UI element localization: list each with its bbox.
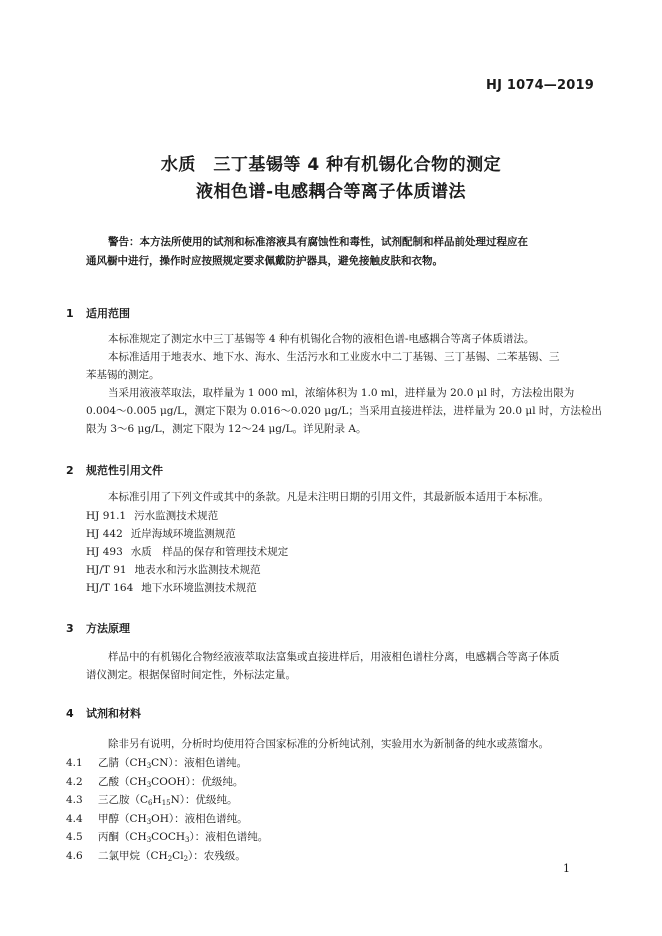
material-text: 乙酸（CH	[98, 775, 147, 788]
reference-code: HJ/T 91	[86, 564, 127, 576]
reference-list	[86, 507, 566, 597]
s2-intro-text: 本标准引用了下列文件或其中的条款。凡是未注明日期的引用文件，其最新版本适用于本标准。	[108, 491, 549, 503]
s1-paragraph-2-line-2: 苯基锡的测定。	[86, 369, 160, 381]
material-text: Cl	[172, 849, 184, 862]
section-4-title: 试剂和材料	[86, 707, 141, 720]
section-4-number: 4	[66, 707, 74, 720]
reference-item	[86, 561, 566, 579]
material-text: ）：农残级。	[188, 849, 246, 862]
material-text: COOH）：优级纯。	[151, 775, 244, 788]
section-3-title: 方法原理	[86, 622, 130, 635]
s1-paragraph-3-line-3: 限为 3～6 μg/L，测定下限为 12～24 μg/L。详见附录 A。	[86, 423, 367, 435]
reference-code: HJ 91.1	[86, 510, 127, 522]
reference-item	[86, 525, 566, 543]
material-text: N）：优级纯。	[170, 794, 238, 806]
subscript: 3	[146, 817, 152, 826]
page-number: 1	[563, 862, 570, 875]
section-2-title: 规范性引用文件	[86, 464, 163, 477]
section-2-number: 2	[66, 464, 74, 477]
material-number: 4.3	[66, 794, 83, 806]
title-line-1: 水质 三丁基锡等 4 种有机锡化合物的测定	[160, 155, 502, 175]
warning-notice	[86, 233, 594, 271]
section-4-intro	[86, 735, 594, 753]
material-item	[66, 773, 586, 792]
material-text: 丙酮（CH	[98, 831, 147, 843]
subscript: 6	[148, 799, 153, 807]
section-1-number: 1	[66, 307, 74, 320]
section-1-body	[86, 330, 602, 438]
subscript: 2	[183, 854, 189, 863]
s1-paragraph-3-line-1: 当采用液液萃取法，取样量为 1 000 ml，浓缩体积为 1.0 ml，进样量为 20.0 μl 时，方法检出限为	[108, 387, 575, 399]
material-text: ）：液相色谱纯。	[189, 831, 269, 843]
s1-paragraph-3-line-2: 0.004～0.005 μg/L，测定下限为 0.016～0.020 μg/L；当采用直接进样法，进样量为 20.0 μl 时，方法检出	[86, 405, 602, 417]
reference-name: 地下水环境监测技术规范	[141, 582, 257, 594]
standard-number: HJ 1074—2019	[485, 78, 594, 93]
material-text: 二氯甲烷（CH	[98, 849, 168, 862]
material-text: OH）：液相色谱纯。	[151, 812, 248, 825]
section-2-intro	[86, 488, 594, 506]
section-3-number: 3	[66, 622, 74, 635]
materials-list	[66, 754, 586, 865]
material-text: COCH	[151, 831, 186, 843]
material-number: 4.1	[66, 757, 83, 769]
s3-paragraph-line-2: 谱仪测定。根据保留时间定性，外标法定量。	[86, 669, 296, 681]
reference-name: 近岸海域环境监测规范	[130, 528, 236, 540]
material-item	[66, 828, 586, 847]
title-line-2: 液相色谱-电感耦合等离子体质谱法	[195, 182, 467, 202]
subscript: 3	[146, 780, 152, 789]
reference-item	[86, 507, 566, 525]
material-text: CN）：液相色谱纯。	[151, 757, 248, 769]
subscript: 3	[146, 836, 152, 844]
material-item	[66, 810, 586, 829]
warning-line-1: 警告：本方法所使用的试剂和标准溶液具有腐蚀性和毒性，试剂配制和样品前处理过程应在	[108, 236, 528, 248]
subscript: 3	[185, 836, 190, 844]
subscript: 2	[167, 854, 173, 863]
subscript: 15	[161, 799, 171, 807]
reference-name: 地表水和污水监测技术规范	[134, 564, 261, 576]
s4-intro-text: 除非另有说明，分析时均使用符合国家标准的分析纯试剂，实验用水为新制备的纯水或蒸馏水。	[108, 738, 549, 750]
s1-paragraph-1: 本标准规定了测定水中三丁基锡等 4 种有机锡化合物的液相色谱-电感耦合等离子体质谱法。	[108, 333, 535, 345]
material-number: 4.4	[66, 812, 83, 825]
material-item	[66, 791, 586, 810]
material-number: 4.6	[66, 849, 83, 862]
section-1-title: 适用范围	[86, 307, 130, 320]
warning-line-2: 通风橱中进行，操作时应按照规定要求佩戴防护器具，避免接触皮肤和衣物。	[86, 255, 443, 267]
material-text: H	[152, 794, 162, 806]
section-4-heading	[66, 705, 141, 721]
material-item	[66, 754, 586, 773]
reference-code: HJ 442	[86, 528, 123, 540]
subscript: 3	[146, 762, 152, 770]
material-text: 甲醇（CH	[98, 812, 147, 825]
reference-item	[86, 543, 566, 561]
reference-item	[86, 579, 566, 597]
reference-code: HJ/T 164	[86, 582, 134, 594]
material-item	[66, 847, 586, 866]
s1-paragraph-2-line-1: 本标准适用于地表水、地下水、海水、生活污水和工业废水中二丁基锡、三丁基锡、二苯基锡、三	[108, 351, 560, 363]
section-3-heading	[66, 620, 130, 636]
reference-name: 污水监测技术规范	[134, 510, 219, 522]
material-number: 4.5	[66, 831, 83, 843]
material-text: 三乙胺（C	[98, 794, 149, 806]
reference-name: 水质 样品的保存和管理技术规定	[130, 546, 289, 558]
section-3-body	[86, 648, 594, 684]
material-text: 乙腈（CH	[98, 757, 147, 769]
section-2-heading	[66, 462, 163, 478]
section-1-heading	[66, 305, 130, 321]
material-number: 4.2	[66, 775, 83, 788]
reference-code: HJ 493	[86, 546, 123, 558]
s3-paragraph-line-1: 样品中的有机锡化合物经液液萃取法富集或直接进样后，用液相色谱柱分离，电感耦合等离子体质	[108, 651, 560, 663]
